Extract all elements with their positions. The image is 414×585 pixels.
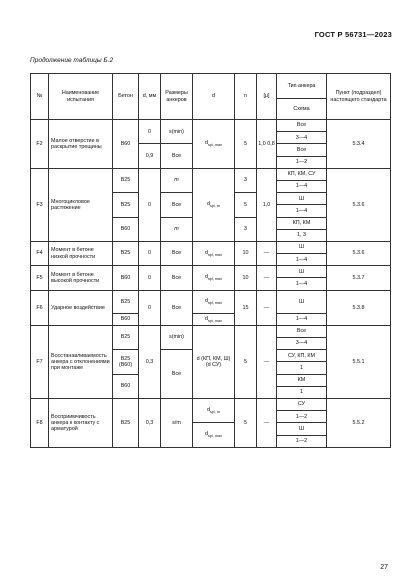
f2-type2: 3—4 bbox=[277, 132, 327, 144]
f6-clause: 5.3.8 bbox=[327, 290, 391, 325]
f4-num: F4 bbox=[31, 241, 49, 265]
f8-dspl2: $d_{spl, max}$ bbox=[193, 423, 235, 447]
f2-type3: Все bbox=[277, 144, 327, 156]
f2-d2: 0,9 bbox=[139, 144, 161, 168]
f5-mu: — bbox=[257, 266, 277, 290]
f8-name: Восприимчивость анкера к контакту с арматурой bbox=[49, 398, 113, 447]
f3-n3: 3 bbox=[235, 217, 257, 241]
f4-type1: Ш bbox=[277, 241, 327, 253]
f6-type2: 1—4 bbox=[277, 313, 327, 325]
f4-concrete: В25 bbox=[113, 241, 139, 265]
f5-num: F5 bbox=[31, 266, 49, 290]
f8-type4: 1—2 bbox=[277, 435, 327, 447]
f7-concrete1: В25 bbox=[113, 325, 139, 349]
f3-type5: КП, КМ bbox=[277, 217, 327, 229]
header-anchor-scheme: Схема bbox=[277, 99, 327, 120]
f8-type3: Ш bbox=[277, 423, 327, 435]
page-number: 27 bbox=[380, 564, 388, 571]
f7-concrete3: В60 bbox=[113, 374, 139, 398]
test-table bbox=[30, 73, 391, 448]
f7-name: Восстанавливаемость анкера с отклонениями при монтаже bbox=[49, 325, 113, 398]
f3-type2: 1—4 bbox=[277, 180, 327, 192]
header-name: Наименование испытания bbox=[49, 74, 113, 120]
f4-mu: — bbox=[257, 241, 277, 265]
f8-clause: 5.5.2 bbox=[327, 398, 391, 447]
header-mu: [μ] bbox=[257, 74, 277, 120]
f7-type1: Все bbox=[277, 325, 327, 337]
f7-dspl: d (КП, КМ, Ш) (d СУ) bbox=[193, 325, 235, 398]
f3-concrete3: В60 bbox=[113, 217, 139, 241]
f5-n: 10 bbox=[235, 266, 257, 290]
f7-mu: — bbox=[257, 325, 277, 398]
f3-size3: m bbox=[161, 217, 193, 241]
f6-d: 0 bbox=[139, 290, 161, 325]
header-nmin: n bbox=[235, 74, 257, 120]
f5-d: 0 bbox=[139, 266, 161, 290]
f3-mu: 1,0 bbox=[257, 168, 277, 241]
f4-name: Момент в бетоне низкой прочности bbox=[49, 241, 113, 265]
f2-mu: 1,0 0,8 bbox=[257, 120, 277, 169]
header-concrete: Бетон bbox=[113, 74, 139, 120]
f3-num: F3 bbox=[31, 168, 49, 241]
f7-num: F7 bbox=[31, 325, 49, 398]
document-header: ГОСТ Р 56731—2023 bbox=[314, 30, 392, 39]
table-row-f5 bbox=[31, 266, 391, 278]
table-caption: Продолжение таблицы Б.2 bbox=[30, 57, 114, 64]
f2-type4: 1—2 bbox=[277, 156, 327, 168]
f2-type1: Все bbox=[277, 120, 327, 132]
f3-concrete2: В25 bbox=[113, 193, 139, 217]
table-header-row bbox=[31, 74, 391, 99]
f7-type2: 3—4 bbox=[277, 338, 327, 350]
f7-type3: СУ, КП, КМ bbox=[277, 350, 327, 362]
f4-d: 0 bbox=[139, 241, 161, 265]
header-dspl: d bbox=[193, 74, 235, 120]
f6-type1: Ш bbox=[277, 290, 327, 313]
header-dmax: d, мм bbox=[139, 74, 161, 120]
f7-n: 5 bbox=[235, 325, 257, 398]
f3-name: Многоцикловое растяжение bbox=[49, 168, 113, 241]
f3-concrete1: В25 bbox=[113, 168, 139, 192]
f7-concrete2: В25 (В60) bbox=[113, 350, 139, 374]
f2-clause: 5.3.4 bbox=[327, 120, 391, 169]
f4-n: 10 bbox=[235, 241, 257, 265]
f6-concrete1: В25 bbox=[113, 290, 139, 313]
f2-num: F2 bbox=[31, 120, 49, 169]
f2-size2: Все bbox=[161, 144, 193, 168]
f6-dspl1: $d_{spl, max}$ bbox=[193, 290, 235, 313]
f3-dspl: $d_{spl, m}$ bbox=[193, 168, 235, 241]
f6-dspl2: $d_{spl, max}$ bbox=[193, 313, 235, 325]
f7-type4: 1 bbox=[277, 362, 327, 374]
f6-size: Все bbox=[161, 290, 193, 325]
f8-concrete: В25 bbox=[113, 398, 139, 447]
f8-num: F8 bbox=[31, 398, 49, 447]
f2-concrete: В60 bbox=[113, 120, 139, 169]
f7-d: 0,3 bbox=[139, 325, 161, 398]
f3-type4: 1—4 bbox=[277, 205, 327, 217]
f8-type1: СУ bbox=[277, 398, 327, 410]
f7-type6: 1 bbox=[277, 386, 327, 398]
f5-size: Все bbox=[161, 266, 193, 290]
f7-type5: КМ bbox=[277, 374, 327, 386]
f2-size1: s(min) bbox=[161, 120, 193, 144]
f4-clause: 5.3.6 bbox=[327, 241, 391, 265]
f6-mu: — bbox=[257, 290, 277, 325]
f8-n: 5 bbox=[235, 398, 257, 447]
f6-concrete2: В60 bbox=[113, 313, 139, 325]
f5-clause: 5.3.7 bbox=[327, 266, 391, 290]
f7-size2: Все bbox=[161, 350, 193, 399]
f7-size1: s(min) bbox=[161, 325, 193, 349]
f4-size: Все bbox=[161, 241, 193, 265]
header-anchor-type: Тип анкера bbox=[277, 74, 327, 99]
f2-d1: 0 bbox=[139, 120, 161, 144]
f8-size: s/m bbox=[161, 398, 193, 447]
f3-n1: 3 bbox=[235, 168, 257, 192]
header-sizes: Размеры анкеров bbox=[161, 74, 193, 120]
f2-name: Малое отверстие в раскрытие трещины bbox=[49, 120, 113, 169]
table-row-f8 bbox=[31, 398, 391, 410]
f3-clause: 5.3.6 bbox=[327, 168, 391, 241]
f7-clause: 5.5.1 bbox=[327, 325, 391, 398]
header-num: № bbox=[31, 74, 49, 120]
f3-type1: КП, КМ, СУ bbox=[277, 168, 327, 180]
f4-dspl: $d_{spl, max}$ bbox=[193, 241, 235, 265]
f3-type6: 1, 3 bbox=[277, 229, 327, 241]
f3-d: 0 bbox=[139, 168, 161, 241]
header-clause: Пункт (подраздел) настоящего стандарта bbox=[327, 74, 391, 120]
f5-name: Момент в бетоне высокой прочности bbox=[49, 266, 113, 290]
f6-num: F6 bbox=[31, 290, 49, 325]
f2-n: 5 bbox=[235, 120, 257, 169]
f6-name: Ударное воздействие bbox=[49, 290, 113, 325]
f4-type2: 1—4 bbox=[277, 254, 327, 266]
f5-type2: 1—4 bbox=[277, 278, 327, 290]
table-row-f3 bbox=[31, 168, 391, 180]
f5-type1: Ш bbox=[277, 266, 327, 278]
f3-size1: m bbox=[161, 168, 193, 192]
f5-dspl: $d_{spl, max}$ bbox=[193, 266, 235, 290]
f3-type3: Ш bbox=[277, 193, 327, 205]
f3-size2: Все bbox=[161, 193, 193, 217]
table-row-f2 bbox=[31, 120, 391, 132]
f8-dspl1: $d_{spl, m}$ bbox=[193, 398, 235, 422]
table-row-f7 bbox=[31, 325, 391, 337]
table-row-f6 bbox=[31, 290, 391, 313]
f2-dspl: $d_{spl, max}$ bbox=[193, 120, 235, 169]
f5-concrete: В60 bbox=[113, 266, 139, 290]
f8-d: 0,3 bbox=[139, 398, 161, 447]
f3-n2: 5 bbox=[235, 193, 257, 217]
f8-mu: — bbox=[257, 398, 277, 447]
f8-type2: 1—2 bbox=[277, 411, 327, 423]
f6-n: 15 bbox=[235, 290, 257, 325]
table-row-f4 bbox=[31, 241, 391, 253]
